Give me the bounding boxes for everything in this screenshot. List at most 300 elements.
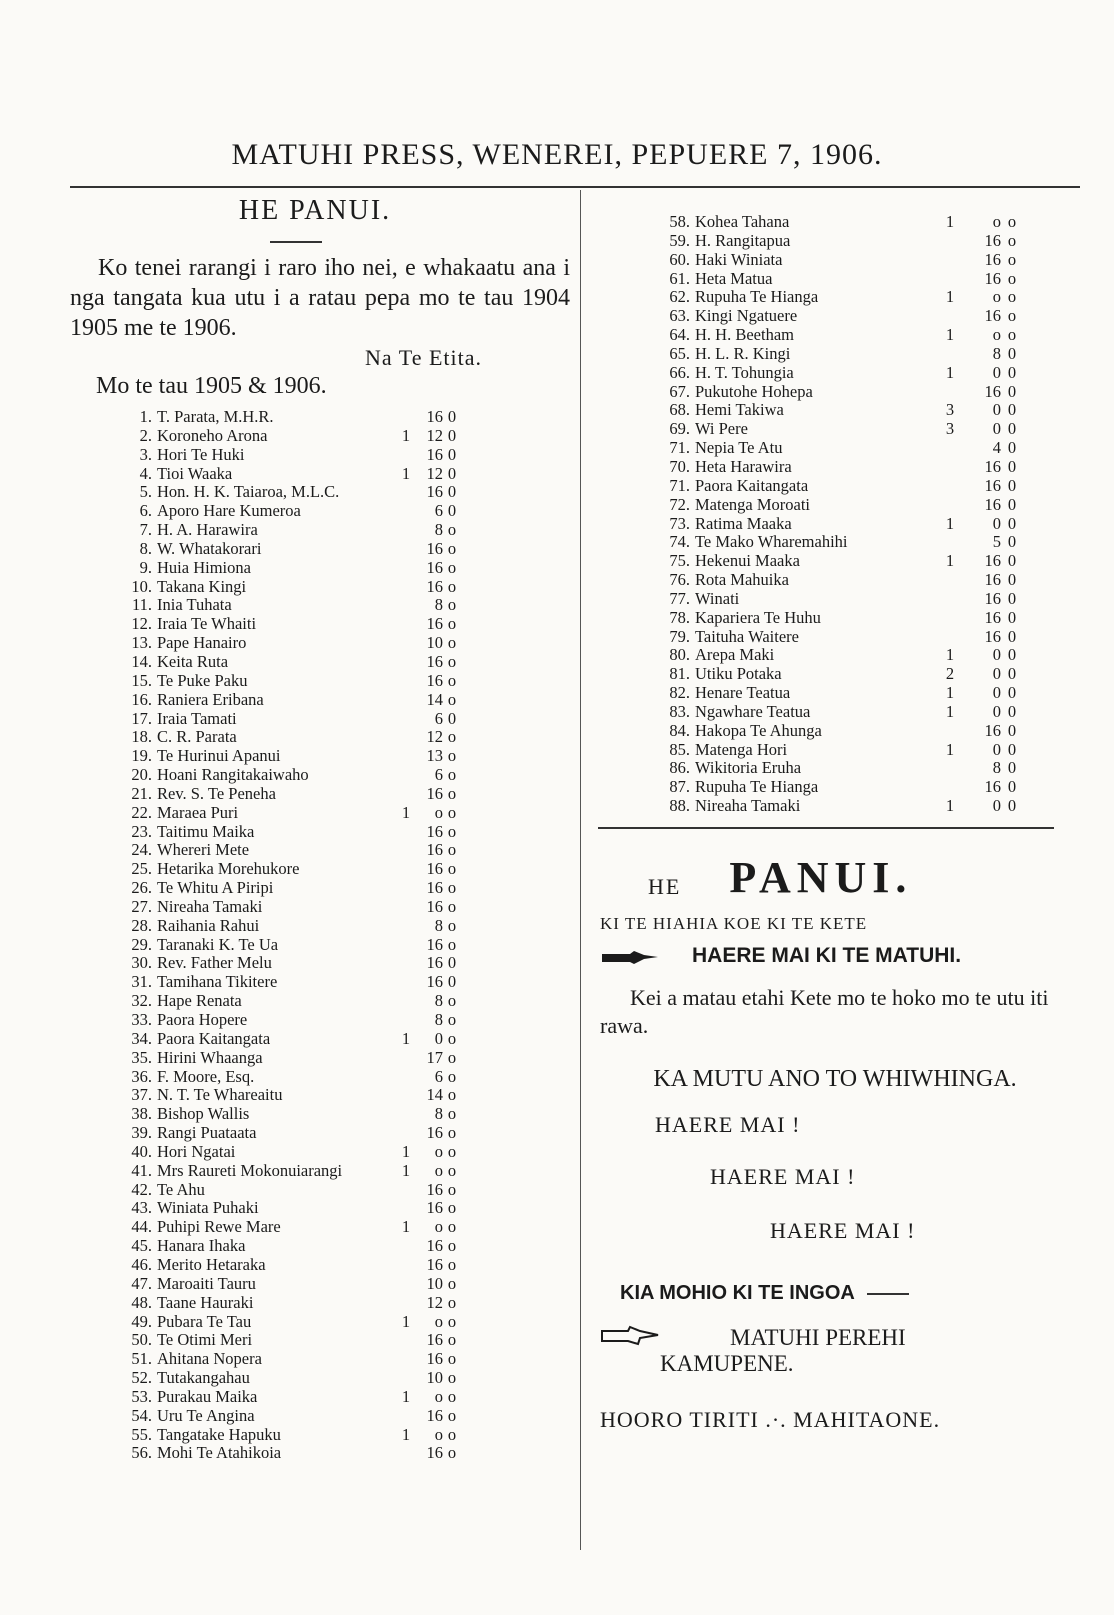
entry-number: 9.	[139, 557, 152, 577]
entry-number: 71.	[669, 475, 690, 495]
entry-number: 3.	[139, 444, 152, 464]
pounds	[397, 1068, 415, 1087]
subscriber-name: Rev. S. Te Peneha	[157, 784, 276, 803]
subscriber-row	[70, 841, 570, 860]
subscriber-name: Ngawhare Teatua	[695, 702, 811, 721]
pounds	[397, 992, 415, 1011]
entry-number: 34.	[131, 1028, 152, 1048]
pounds: 1	[945, 701, 955, 721]
shillings: o	[992, 212, 1001, 231]
ad-body: Kei a matau etahi Kete mo te hoko mo te utu iti rawa.	[600, 985, 1049, 1038]
pence: o	[447, 1141, 457, 1161]
subscriber-name: F. Moore, Esq.	[157, 1067, 255, 1086]
shillings: 8	[434, 595, 443, 615]
pence: o	[447, 557, 457, 577]
entry-number: 24.	[131, 840, 152, 860]
subscriber-name: Haki Winiata	[695, 250, 783, 269]
shillings: o	[992, 287, 1001, 307]
subscriber-row	[70, 446, 570, 465]
subscriber-row	[70, 1086, 570, 1105]
shillings: 16	[426, 1236, 443, 1256]
pounds	[397, 1181, 415, 1200]
entry-number: 37.	[131, 1085, 152, 1105]
pounds	[935, 439, 965, 458]
notice-intro: Ko tenei rarangi i raro iho nei, e whakaatu ana i nga tangata kua utu i a ratau pepa mo te tau 1904 1905 me te 1906.	[70, 255, 570, 341]
shillings: 6	[434, 708, 443, 728]
pence: o	[1007, 230, 1017, 250]
pence: 0	[1007, 758, 1017, 778]
pence: o	[447, 614, 457, 634]
pence: o	[447, 595, 457, 615]
shillings: 8	[992, 343, 1001, 363]
subscriber-row	[595, 458, 1075, 477]
pence: o	[447, 520, 457, 540]
subscriber-row	[70, 596, 570, 615]
pence: 0	[1007, 438, 1017, 458]
entry-number: 45.	[131, 1236, 152, 1256]
pounds: 1	[945, 796, 955, 816]
entry-number: 83.	[669, 701, 690, 721]
subscriber-row	[595, 797, 1075, 816]
kia-dash	[867, 1293, 909, 1295]
pointing-hand-icon	[600, 948, 660, 964]
shillings: 16	[426, 859, 443, 879]
subscriber-name: Utiku Potaka	[695, 665, 782, 684]
pounds	[397, 785, 415, 804]
shillings: 6	[434, 765, 443, 785]
subscriber-name: Tutakangahau	[157, 1369, 250, 1388]
subscriber-name: Te Hurinui Apanui	[157, 747, 281, 766]
pence: o	[447, 783, 457, 803]
entry-number: 76.	[669, 570, 690, 590]
subscriber-row	[70, 578, 570, 597]
subscriber-row	[595, 477, 1075, 496]
shillings: 0	[992, 739, 1001, 759]
kia-mohio-text: KIA MOHIO KI TE INGOA	[620, 1282, 855, 1304]
shillings: 16	[426, 482, 443, 502]
entry-number: 41.	[131, 1160, 152, 1180]
pence: o	[447, 1368, 457, 1388]
ad-he: HE	[648, 874, 682, 899]
subscriber-row	[70, 408, 570, 427]
subscriber-name: Rota Mahuika	[695, 571, 789, 590]
entry-number: 52.	[131, 1368, 152, 1388]
subscriber-row	[595, 270, 1075, 289]
subscriber-row	[70, 728, 570, 747]
pounds	[397, 1275, 415, 1294]
pounds	[397, 615, 415, 634]
pounds	[397, 540, 415, 559]
shillings: 16	[984, 456, 1001, 476]
shillings: 16	[984, 551, 1001, 571]
subscriber-row	[70, 653, 570, 672]
pence: o	[447, 1311, 457, 1331]
subscriber-name: Rev. Father Melu	[157, 954, 272, 973]
subscriber-row	[70, 427, 570, 446]
pounds	[397, 1407, 415, 1426]
subscriber-name: Pukutohe Hohepa	[695, 382, 813, 401]
entry-number: 36.	[131, 1066, 152, 1086]
subscriber-row	[595, 684, 1075, 703]
shillings: 8	[434, 991, 443, 1011]
subscriber-row	[595, 326, 1075, 345]
subscriber-name: Hape Renata	[157, 992, 242, 1011]
pounds	[397, 691, 415, 710]
pounds	[935, 251, 965, 270]
subscriber-row	[595, 609, 1075, 628]
entry-number: 61.	[669, 268, 690, 288]
pence: 0	[1007, 419, 1017, 439]
pence: o	[447, 765, 457, 785]
subscriber-row	[70, 1143, 570, 1162]
pounds	[935, 477, 965, 496]
entry-number: 64.	[669, 325, 690, 345]
subscriber-row	[595, 383, 1075, 402]
subscriber-row	[595, 778, 1075, 797]
subscriber-row	[70, 1237, 570, 1256]
subscriber-name: Raniera Eribana	[157, 690, 264, 709]
subscriber-row	[595, 533, 1075, 552]
entry-number: 32.	[131, 991, 152, 1011]
pounds	[397, 502, 415, 521]
pounds: 1	[945, 645, 955, 665]
subscriber-row	[70, 1011, 570, 1030]
shillings: 16	[426, 614, 443, 634]
subscriber-name: H. Rangitapua	[695, 231, 791, 250]
pounds: 1	[945, 551, 955, 571]
pence: 0	[1007, 494, 1017, 514]
subscriber-row	[595, 364, 1075, 383]
subscriber-name: Mohi Te Atahikoia	[157, 1444, 282, 1463]
pence: o	[1007, 325, 1017, 345]
shillings: 16	[984, 494, 1001, 514]
subscriber-name: Te Puke Paku	[157, 671, 248, 690]
subscriber-row	[70, 954, 570, 973]
entry-number: 82.	[669, 683, 690, 703]
shillings: 16	[426, 670, 443, 690]
subscriber-row	[70, 973, 570, 992]
pounds	[397, 1237, 415, 1256]
entry-number: 14.	[131, 651, 152, 671]
pence: o	[1007, 306, 1017, 326]
entry-number: 18.	[131, 727, 152, 747]
subscriber-name: Rangi Puataata	[157, 1124, 257, 1143]
subscriber-name: Hanara Ihaka	[157, 1237, 246, 1256]
shillings: 6	[434, 501, 443, 521]
address: HOORO TIRITI .·. MAHITAONE.	[600, 1407, 941, 1432]
shillings: 16	[426, 1179, 443, 1199]
pounds	[397, 634, 415, 653]
subscriber-name: Purakau Maika	[157, 1387, 258, 1406]
subscriber-row	[595, 741, 1075, 760]
pence: o	[447, 915, 457, 935]
pounds	[397, 917, 415, 936]
pounds	[397, 728, 415, 747]
pence: o	[447, 1254, 457, 1274]
shillings: 16	[984, 570, 1001, 590]
entry-number: 42.	[131, 1179, 152, 1199]
subscriber-name: Pubara Te Tau	[157, 1312, 252, 1331]
pence: o	[447, 802, 457, 822]
subscriber-name: Nepia Te Atu	[695, 439, 783, 458]
subscriber-name: Henare Teatua	[695, 684, 791, 703]
pence: o	[447, 840, 457, 860]
shillings: 12	[426, 463, 443, 483]
shillings: 0	[992, 419, 1001, 439]
subscriber-row	[70, 1294, 570, 1313]
pence: 0	[1007, 400, 1017, 420]
entry-number: 6.	[139, 501, 152, 521]
shillings: 13	[426, 746, 443, 766]
shillings: 0	[992, 513, 1001, 533]
entry-number: 58.	[669, 212, 690, 231]
subscriber-row	[595, 288, 1075, 307]
shillings: 6	[434, 1066, 443, 1086]
shillings: 16	[426, 576, 443, 596]
pounds: 1	[401, 1311, 411, 1331]
entry-number: 8.	[139, 538, 152, 558]
pounds	[397, 973, 415, 992]
subscriber-name: Heta Harawira	[695, 457, 792, 476]
column-divider	[580, 190, 581, 1550]
subscriber-name: Arepa Maki	[695, 646, 775, 665]
pounds: 1	[401, 802, 411, 822]
pounds	[935, 458, 965, 477]
shillings: 0	[992, 664, 1001, 684]
entry-number: 87.	[669, 777, 690, 797]
shillings: 10	[426, 633, 443, 653]
pence: 0	[447, 708, 457, 728]
subscriber-name: Heta Matua	[695, 269, 773, 288]
pounds	[397, 841, 415, 860]
pence: o	[447, 689, 457, 709]
pounds	[397, 1331, 415, 1350]
pounds: 1	[401, 425, 411, 445]
subscriber-row	[595, 665, 1075, 684]
section-rule	[598, 827, 1054, 829]
subscriber-name: H. T. Tohungia	[695, 363, 794, 382]
top-rule	[70, 186, 1080, 188]
entry-number: 17.	[131, 708, 152, 728]
subscriber-row	[70, 672, 570, 691]
subscriber-row	[70, 917, 570, 936]
pence: o	[447, 991, 457, 1011]
pence: o	[447, 1198, 457, 1218]
company-line-2: KAMUPENE.	[660, 1351, 794, 1376]
entry-number: 13.	[131, 633, 152, 653]
subscriber-name: Hetarika Morehukore	[157, 860, 300, 879]
subscriber-row	[70, 465, 570, 484]
pence: o	[447, 1330, 457, 1350]
pence: o	[447, 1160, 457, 1180]
subscriber-name: Taranaki K. Te Ua	[157, 935, 279, 954]
entry-number: 74.	[669, 532, 690, 552]
pence: 0	[1007, 381, 1017, 401]
shillings: o	[434, 1311, 443, 1331]
subscriber-name: Hoani Rangitakaiwaho	[157, 766, 309, 785]
subscriber-name: C. R. Parata	[157, 728, 237, 747]
subscriber-name: Wi Pere	[695, 420, 748, 439]
subscriber-row	[70, 1181, 570, 1200]
shillings: 0	[992, 796, 1001, 816]
pounds	[397, 1105, 415, 1124]
subscriber-name: Te Mako Wharemahihi	[695, 533, 848, 552]
subscriber-row	[70, 1369, 570, 1388]
pence: 0	[1007, 475, 1017, 495]
shillings: o	[434, 802, 443, 822]
subscriber-name: Hemi Takiwa	[695, 401, 784, 420]
shillings: 5	[992, 532, 1001, 552]
entry-number: 12.	[131, 614, 152, 634]
entry-number: 33.	[131, 1010, 152, 1029]
subscriber-name: Hon. H. K. Taiaroa, M.L.C.	[157, 483, 340, 502]
pounds: 1	[401, 1160, 411, 1180]
subscriber-row	[595, 401, 1075, 420]
shillings: 10	[426, 1368, 443, 1388]
subscriber-name: Tioi Waaka	[157, 464, 233, 483]
entry-number: 77.	[669, 588, 690, 608]
pounds: 3	[945, 400, 955, 420]
kia-mohio	[620, 1282, 1070, 1305]
subscriber-name: Paora Kaitangata	[695, 476, 809, 495]
shillings: 8	[992, 758, 1001, 778]
pounds	[397, 1444, 415, 1463]
advertisement	[600, 850, 1070, 1433]
pounds	[935, 533, 965, 552]
company-block	[600, 1325, 1070, 1377]
subscriber-row	[595, 345, 1075, 364]
pounds	[397, 936, 415, 955]
pence: 0	[1007, 720, 1017, 740]
pence: o	[1007, 287, 1017, 307]
entry-number: 39.	[131, 1123, 152, 1143]
shillings: 16	[426, 896, 443, 916]
pounds: 1	[401, 1386, 411, 1406]
shillings: 8	[434, 1010, 443, 1029]
subscriber-row	[70, 1350, 570, 1369]
subscriber-row	[70, 710, 570, 729]
pence: o	[447, 878, 457, 898]
subscriber-row	[595, 759, 1075, 778]
shillings: 16	[984, 475, 1001, 495]
subscriber-name: Taituha Waitere	[695, 627, 799, 646]
subscriber-row	[595, 307, 1075, 326]
shillings: 16	[426, 821, 443, 841]
shillings: 16	[984, 777, 1001, 797]
pounds	[935, 270, 965, 289]
pence: o	[447, 1047, 457, 1067]
subscriber-name: Kapariera Te Huhu	[695, 608, 821, 627]
subscriber-row	[70, 559, 570, 578]
subscriber-name: Rupuha Te Hianga	[695, 288, 819, 307]
subscriber-name: Raihania Rahui	[157, 916, 260, 935]
pence: o	[447, 538, 457, 558]
entry-number: 10.	[131, 576, 152, 596]
entry-number: 70.	[669, 456, 690, 476]
entry-number: 51.	[131, 1349, 152, 1369]
entry-number: 15.	[131, 670, 152, 690]
pounds	[397, 860, 415, 879]
pence: o	[447, 1236, 457, 1256]
entry-number: 26.	[131, 878, 152, 898]
subscriber-name: Tangatake Hapuku	[157, 1425, 281, 1444]
pounds	[935, 778, 965, 797]
subscriber-name: Whereri Mete	[157, 841, 250, 860]
subscriber-row	[595, 496, 1075, 515]
shillings: 16	[984, 306, 1001, 326]
subscriber-name: Takana Kingi	[157, 577, 247, 596]
pence: o	[447, 1217, 457, 1237]
pence: o	[447, 1123, 457, 1143]
shillings: 0	[992, 701, 1001, 721]
pounds	[397, 898, 415, 917]
pence: 0	[1007, 645, 1017, 665]
entry-number: 4.	[139, 463, 152, 483]
pence: 0	[1007, 739, 1017, 759]
subscriber-row	[70, 1199, 570, 1218]
subscriber-row	[70, 860, 570, 879]
entry-number: 19.	[131, 746, 152, 766]
shillings: 16	[426, 953, 443, 973]
entry-number: 46.	[131, 1254, 152, 1274]
ad-line-haere	[600, 944, 1070, 968]
pence: o	[447, 1179, 457, 1199]
haere-mai-1: HAERE MAI !	[655, 1112, 801, 1137]
subscriber-row	[70, 1313, 570, 1332]
pence: o	[447, 1405, 457, 1425]
year-heading: Mo te tau 1905 & 1906.	[96, 373, 327, 399]
subscriber-name: Nireaha Tamaki	[695, 797, 801, 816]
haere-mai-2: HAERE MAI !	[710, 1164, 856, 1189]
subscriber-name: N. T. Te Whareaitu	[157, 1086, 283, 1105]
entry-number: 2.	[139, 425, 152, 445]
shillings: 16	[984, 607, 1001, 627]
subscriber-row	[70, 1162, 570, 1181]
shillings: 14	[426, 689, 443, 709]
entry-number: 44.	[131, 1217, 152, 1237]
subscriber-name: W. Whatakorari	[157, 539, 262, 558]
entry-number: 75.	[669, 551, 690, 571]
subscriber-row	[70, 785, 570, 804]
pence: 0	[1007, 664, 1017, 684]
ad-title	[600, 850, 1070, 900]
pence: o	[447, 1066, 457, 1086]
entry-number: 16.	[131, 689, 152, 709]
ad-line-kete: KI TE HIAHIA KOE KI TE KETE	[600, 914, 868, 933]
pence: o	[447, 1424, 457, 1444]
pence: o	[447, 1085, 457, 1105]
shillings: o	[434, 1217, 443, 1237]
entry-number: 78.	[669, 607, 690, 627]
pounds	[397, 1369, 415, 1388]
entry-number: 72.	[669, 494, 690, 514]
subscriber-row	[70, 1444, 570, 1463]
subscriber-row	[70, 1030, 570, 1049]
haere-mai-3: HAERE MAI !	[770, 1218, 916, 1243]
shillings: 16	[426, 651, 443, 671]
ad-line-haere-text: HAERE MAI KI TE MATUHI.	[692, 944, 962, 967]
pounds	[397, 653, 415, 672]
shillings: 16	[426, 878, 443, 898]
subscriber-name: Uru Te Angina	[157, 1406, 255, 1425]
entry-number: 48.	[131, 1292, 152, 1312]
shillings: o	[992, 325, 1001, 345]
subscriber-name: Mrs Raureti Mokonuiarangi	[157, 1161, 343, 1180]
pence: o	[447, 1443, 457, 1463]
pence: o	[1007, 268, 1017, 288]
pounds: 1	[401, 463, 411, 483]
entry-number: 1.	[139, 407, 152, 426]
